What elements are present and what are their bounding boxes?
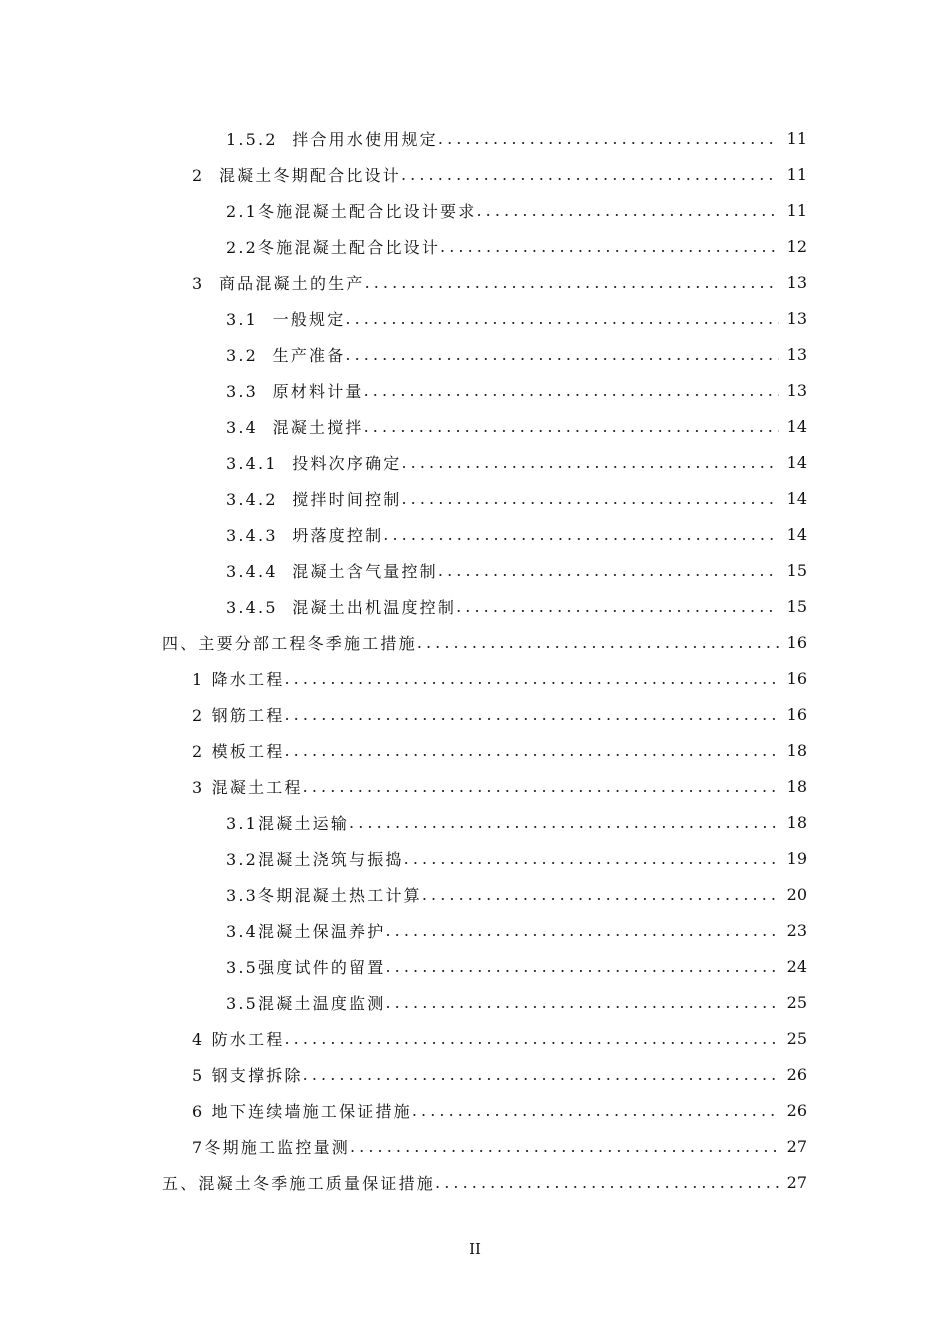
toc-dot-leader [349,813,779,832]
toc-entry-title: 3.4.5 混凝土出机温度控制 [226,597,457,617]
toc-dot-leader [401,165,779,184]
toc-dot-leader [385,993,779,1012]
toc-entry-page: 13 [786,308,807,328]
toc-entry-title: 3.1混凝土运输 [226,813,350,833]
toc-entry[interactable] [226,588,807,624]
toc-entry-page: 11 [786,164,807,184]
toc-entry[interactable] [226,300,807,336]
toc-entry-title: 3.3 原材料计量 [226,381,364,401]
toc-entry[interactable] [192,732,807,768]
toc-entry[interactable] [192,156,807,192]
toc-dot-leader [438,561,779,580]
toc-entry[interactable] [226,444,807,480]
toc-dot-leader [365,273,779,292]
toc-entry-title: 2.1冬施混凝土配合比设计要求 [226,201,477,221]
toc-entry-page: 13 [786,380,807,400]
toc-entry[interactable] [226,804,807,840]
toc-entry-title: 1.5.2 拌合用水使用规定 [226,129,438,149]
toc-dot-leader [476,201,779,220]
toc-dot-leader [456,597,779,616]
toc-entry-title: 3.4混凝土保温养护 [226,921,386,941]
toc-entry[interactable] [226,336,807,372]
toc-entry-page: 18 [786,812,807,832]
toc-entry[interactable] [226,552,807,588]
toc-entry-page: 16 [786,668,807,688]
toc-dot-leader [385,921,779,940]
toc-entry-page: 14 [786,452,807,472]
toc-entry-title: 2.2冬施混凝土配合比设计 [226,237,441,257]
toc-entry-page: 23 [786,920,807,940]
toc-entry-page: 27 [786,1172,807,1192]
toc-dot-leader [303,777,779,796]
toc-dot-leader [401,489,779,508]
toc-entry-page: 19 [786,848,807,868]
toc-entry[interactable] [226,876,807,912]
toc-entry[interactable] [226,372,807,408]
toc-entry-title: 3.4 混凝土搅拌 [226,417,364,437]
toc-entry-title: 6 地下连续墙施工保证措施 [192,1101,412,1121]
toc-dot-leader [284,741,779,760]
toc-entry-page: 25 [786,1028,807,1048]
toc-entry[interactable] [226,192,807,228]
toc-entry[interactable] [226,912,807,948]
toc-entry-page: 11 [786,128,807,148]
toc-dot-leader [345,345,779,364]
toc-entry-title: 3.4.2 搅拌时间控制 [226,489,402,509]
toc-entry-page: 12 [786,236,807,256]
toc-entry-title: 7冬期施工监控量测 [192,1137,350,1157]
toc-entry-title: 1 降水工程 [192,669,285,689]
toc-entry[interactable] [162,624,807,660]
toc-entry[interactable] [226,984,807,1020]
toc-entry-title: 3 商品混凝土的生产 [192,273,365,293]
toc-dot-leader [440,237,779,256]
toc-entry-page: 11 [786,200,807,220]
toc-entry-title: 四、主要分部工程冬季施工措施 [162,633,417,653]
toc-entry-page: 25 [786,992,807,1012]
toc-entry-title: 3.1 一般规定 [226,309,346,329]
toc-dot-leader [284,669,779,688]
toc-entry-page: 18 [786,776,807,796]
toc-entry[interactable] [226,228,807,264]
toc-entry-title: 3.5强度试件的留置 [226,957,386,977]
toc-entry-page: 13 [786,272,807,292]
toc-entry[interactable] [226,480,807,516]
toc-entry-title: 五、混凝土冬季施工质量保证措施 [162,1173,436,1193]
toc-entry-title: 2 混凝土冬期配合比设计 [192,165,401,185]
toc-entry-title: 3.4.3 坍落度控制 [226,525,384,545]
toc-dot-leader [401,453,779,472]
toc-entry-page: 20 [786,884,807,904]
toc-entry-page: 14 [786,488,807,508]
toc-entry-page: 15 [786,560,807,580]
toc-dot-leader [284,1029,779,1048]
toc-entry[interactable] [192,1128,807,1164]
toc-entry-page: 24 [786,956,807,976]
page-number-footer: II [469,1240,481,1258]
toc-dot-leader [303,1065,779,1084]
toc-dot-leader [364,417,779,436]
toc-entry-title: 3.2混凝土浇筑与振捣 [226,849,404,869]
toc-dot-leader [385,957,779,976]
toc-entry-title: 3.3冬期混凝土热工计算 [226,885,422,905]
toc-entry-title: 5 钢支撑拆除 [192,1065,303,1085]
toc-entry[interactable] [226,948,807,984]
toc-entry-page: 15 [786,596,807,616]
toc-entry-title: 4 防水工程 [192,1029,285,1049]
toc-entry[interactable] [162,1164,807,1200]
toc-entry-page: 18 [786,740,807,760]
toc-entry-title: 2 模板工程 [192,741,285,761]
toc-entry[interactable] [192,660,807,696]
toc-entry-title: 3 混凝土工程 [192,777,303,797]
toc-entry-title: 3.4.4 混凝土含气量控制 [226,561,438,581]
toc-entry-page: 14 [786,524,807,544]
toc-entry-title: 2 钢筋工程 [192,705,285,725]
toc-dot-leader [438,129,779,148]
toc-entry-page: 26 [786,1064,807,1084]
toc-entry-page: 26 [786,1100,807,1120]
toc-dot-leader [350,1137,779,1156]
toc-entry[interactable] [226,408,807,444]
toc-entry-title: 3.2 生产准备 [226,345,346,365]
table-of-contents [0,120,950,1200]
toc-entry-page: 14 [786,416,807,436]
toc-entry-page: 13 [786,344,807,364]
toc-entry[interactable] [226,120,807,156]
toc-dot-leader [435,1173,779,1192]
toc-dot-leader [404,849,779,868]
toc-entry[interactable] [226,516,807,552]
toc-entry[interactable] [192,264,807,300]
toc-entry[interactable] [226,840,807,876]
toc-entry-page: 16 [786,704,807,724]
toc-dot-leader [422,885,779,904]
toc-dot-leader [417,633,779,652]
toc-entry[interactable] [192,696,807,732]
toc-dot-leader [383,525,779,544]
toc-entry-title: 3.4.1 投料次序确定 [226,453,402,473]
toc-entry-page: 27 [786,1136,807,1156]
toc-entry-page: 16 [786,632,807,652]
toc-dot-leader [364,381,779,400]
toc-entry-title: 3.5混凝土温度监测 [226,993,386,1013]
toc-dot-leader [412,1101,779,1120]
toc-dot-leader [345,309,779,328]
toc-entry[interactable] [192,1092,807,1128]
toc-entry[interactable] [192,1020,807,1056]
toc-entry[interactable] [192,1056,807,1092]
toc-dot-leader [284,705,779,724]
toc-entry[interactable] [192,768,807,804]
